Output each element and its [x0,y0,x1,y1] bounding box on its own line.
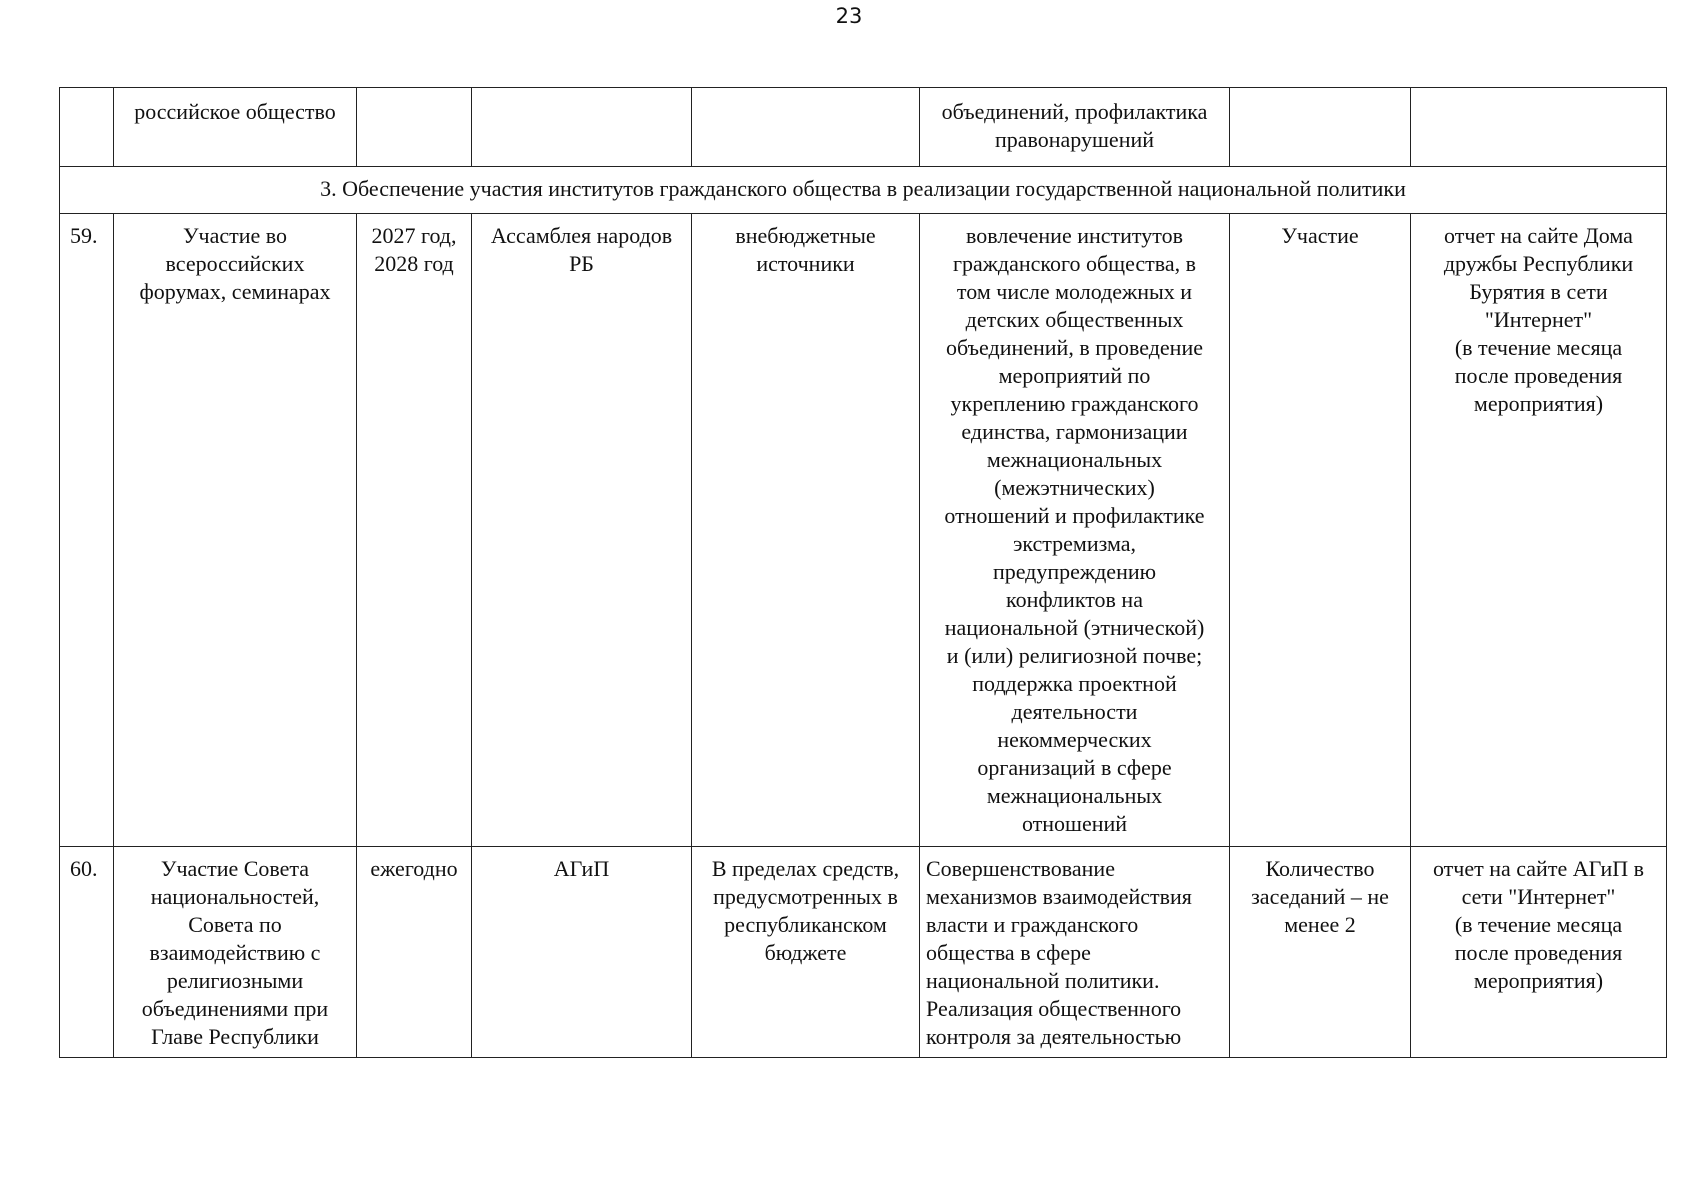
cell-report [1411,214,1667,847]
section-title: 3. Обеспечение участия институтов гражданского общества в реализации государственной национальной политики [60,167,1667,214]
report-text: отчет на сайте Дома дружбы Республики Бурятия в сети "Интернет" (в течение месяца после проведения мероприятия) [1443,223,1634,416]
event-text: Участие во всероссийских форумах, семинарах [139,223,331,304]
cell-indicator [1230,88,1411,167]
cell-responsible [472,88,692,167]
period-text: ежегодно [370,856,458,881]
cell-indicator [1230,214,1411,847]
row-number: 59. [70,223,98,248]
funding-text: внебюджетные источники [735,223,876,276]
cell-period [357,214,472,847]
table-row-continuation [60,88,1667,167]
period-text: 2027 год, 2028 год [371,223,457,276]
funding-text: В пределах средств, предусмотренных в республиканском бюджете [711,856,900,965]
cell-funding [692,847,920,1058]
event-text: Участие Совета национальностей, Совета по взаимодействию с религиозными объединениями при Главе Республики [141,856,329,1049]
result-text: объединений, профилактика правонарушений [941,99,1208,152]
cell-funding [692,88,920,167]
responsible-text: Ассамблея народов РБ [490,223,673,276]
cell-report [1411,88,1667,167]
cell-number [60,847,114,1058]
result-text: Совершенствование механизмов взаимодействия власти и гражданского общества в сфере национальной политики. Реализация общественного контроля за деятельностью [926,856,1192,1049]
cell-event [114,88,357,167]
responsible-text: АГиП [553,856,610,881]
activity-plan-table [59,87,1667,1058]
indicator-text: Участие [1281,223,1359,248]
cell-report [1411,847,1667,1058]
cell-result [920,88,1230,167]
cell-event [114,847,357,1058]
section-header-row [60,167,1667,214]
cell-event [114,214,357,847]
cell-period [357,847,472,1058]
result-text: вовлечение институтов гражданского общества, в том числе молодежных и детских общественных объединений, в проведение мероприятий по укреплению гражданского единства, гармонизации межнациональных (межэтнических) отношений и профилактике экстремизма, предупреждению конфликтов на национальной (этнической) и (или) религиозной почве; поддержка проектной деятельности некоммерческих организаций в сфере межнациональных отношений [944,223,1205,836]
cell-funding [692,214,920,847]
cell-result [920,847,1230,1058]
cell-indicator [1230,847,1411,1058]
page-number: 23 [835,4,863,28]
cell-result [920,214,1230,847]
cell-responsible [472,214,692,847]
indicator-text: Количество заседаний – не менее 2 [1251,856,1389,937]
cell-number [60,88,114,167]
event-text: российское общество [134,99,336,124]
report-text: отчет на сайте АГиП в сети "Интернет" (в течение месяца после проведения мероприятия) [1432,856,1645,993]
table-row [60,214,1667,847]
cell-period [357,88,472,167]
cell-number [60,214,114,847]
cell-responsible [472,847,692,1058]
table-row [60,847,1667,1058]
row-number: 60. [70,856,98,881]
